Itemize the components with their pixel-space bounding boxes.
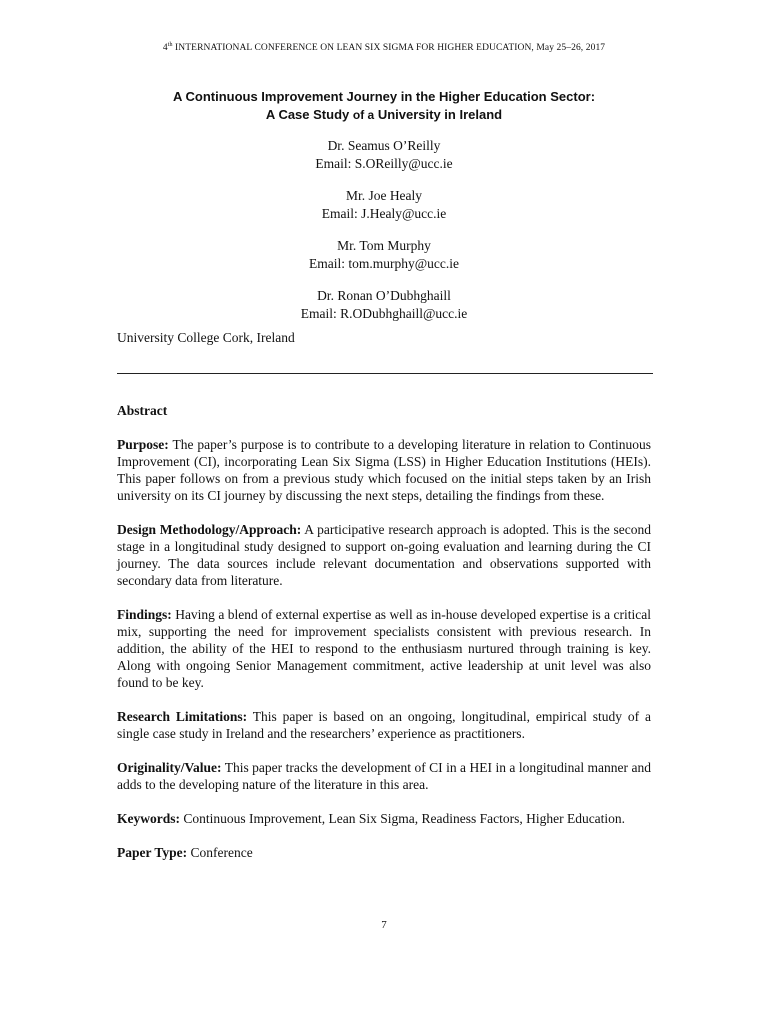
author-list bbox=[0, 137, 768, 337]
author-email: Email: R.ODubhghaill@ucc.ie bbox=[300, 306, 468, 321]
purpose-text: The paper’s purpose is to contribute to a developing literature in relation to Continuous Improvement (CI), incorporating Lean Six Sigma (LSS) in Higher Education Institutions (HEIs). This paper follows on from a previous study which focused on the initial steps taken by an Irish university on its CI journey by discussing the next steps, detailing the findings from these. bbox=[117, 437, 651, 503]
author-email: Email: tom.murphy@ucc.ie bbox=[308, 256, 460, 271]
design-paragraph bbox=[117, 521, 651, 589]
findings-text: Having a blend of external expertise as well as in-house developed expertise is a critical mix, supporting the need for improvement specialists consistent with previous research. In addition, the ability of the HEI to respond to the enthusiasm nurtured through training is key. Along with ongoing Senior Management commitment, active leadership at unit level was also found to be key. bbox=[117, 607, 651, 690]
limitations-paragraph bbox=[117, 708, 651, 742]
keywords-paragraph bbox=[117, 810, 651, 827]
title-line-1: A Continuous Improvement Journey in the Higher Education Sector: bbox=[172, 89, 596, 104]
originality-text: This paper tracks the development of CI in a HEI in a longitudinal manner and adds to the developing nature of the literature in this area. bbox=[117, 760, 651, 792]
affiliation: University College Cork, Ireland bbox=[117, 330, 295, 345]
author-3 bbox=[0, 237, 768, 287]
originality-paragraph bbox=[117, 759, 651, 793]
author-name: Mr. Tom Murphy bbox=[337, 238, 431, 253]
author-2 bbox=[0, 187, 768, 237]
header-ordinal-suffix: th bbox=[167, 42, 173, 48]
design-text: A participative research approach is adopted. This is the second stage in a longitudinal study designed to support on-going evaluation and learning during the CI journey. The data sources include relevant documentation and observations supported with secondary data from literature. bbox=[117, 522, 651, 588]
author-email: Email: S.OReilly@ucc.ie bbox=[315, 156, 453, 171]
abstract-heading: Abstract bbox=[117, 403, 168, 418]
paper-type-paragraph bbox=[117, 844, 651, 861]
title-line-2-part-c: University in Ireland bbox=[374, 107, 503, 122]
author-name: Dr. Seamus O’Reilly bbox=[327, 138, 441, 153]
purpose-paragraph bbox=[117, 436, 651, 504]
purpose-label: Purpose: bbox=[117, 437, 169, 452]
author-1 bbox=[0, 137, 768, 187]
header-ordinal: 4 bbox=[162, 43, 168, 54]
author-name: Mr. Joe Healy bbox=[345, 188, 423, 203]
findings-label: Findings: bbox=[117, 607, 172, 622]
author-email: Email: J.Healy@ucc.ie bbox=[321, 206, 447, 221]
paper-title bbox=[0, 88, 768, 124]
paper-type-label: Paper Type: bbox=[117, 845, 188, 860]
running-header bbox=[0, 42, 768, 53]
keywords-label: Keywords: bbox=[117, 811, 180, 826]
title-line-2-part-a: A Case Study bbox=[265, 107, 353, 122]
abstract-section bbox=[117, 402, 651, 878]
findings-paragraph bbox=[117, 606, 651, 691]
limitations-text: This paper is based on an ongoing, longitudinal, empirical study of a single case study in Ireland and the researchers’ experience as practitioners. bbox=[117, 709, 651, 741]
author-4 bbox=[0, 287, 768, 337]
page-number: 7 bbox=[381, 919, 387, 931]
title-line-2 bbox=[0, 106, 768, 124]
keywords-text: Continuous Improvement, Lean Six Sigma, Readiness Factors, Higher Education. bbox=[180, 811, 626, 826]
section-divider bbox=[117, 373, 653, 374]
paper-type-text: Conference bbox=[187, 845, 253, 860]
header-text: INTERNATIONAL CONFERENCE ON LEAN SIX SIGMA FOR HIGHER EDUCATION, May 25–26, 2017 bbox=[172, 43, 606, 54]
title-line-2-part-b: of a bbox=[352, 108, 375, 122]
author-name: Dr. Ronan O’Dubhghaill bbox=[317, 288, 451, 303]
originality-label: Originality/Value: bbox=[117, 760, 222, 775]
limitations-label: Research Limitations: bbox=[117, 709, 248, 724]
design-label: Design Methodology/Approach: bbox=[117, 522, 302, 537]
